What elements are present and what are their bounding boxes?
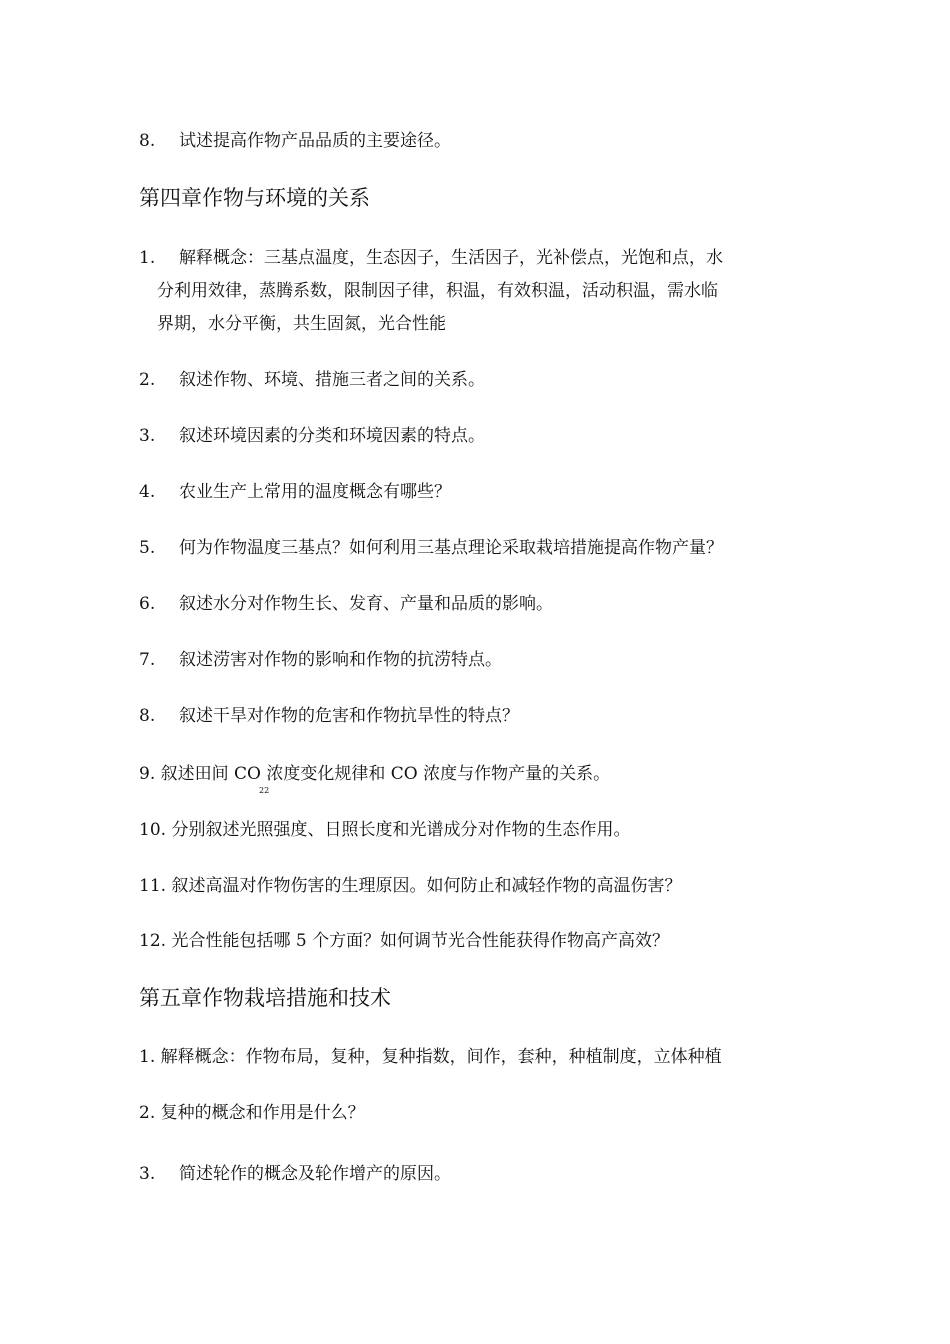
question-number: 7. [139,650,156,670]
ch5-question-3 [139,1164,451,1184]
question-number: 3. [139,1164,156,1184]
question-text: 农业生产上常用的温度概念有哪些？ [179,482,451,502]
ch4-question-8 [139,706,519,726]
question-number: 2. [139,370,156,390]
ch4-question-1-continuation: 分利用效律，蒸腾系数，限制因子律，积温，有效积温，活动积温，需水临 [157,281,718,301]
ch4-question-10: 10. 分别叙述光照强度、日照长度和光谱成分对作物的生态作用。 [139,820,631,840]
ch4-question-2 [139,370,485,390]
chapter-5-heading: 第五章作物栽培措施和技术 [139,986,391,1010]
question-text: 解释概念：三基点温度，生态因子，生活因子，光补偿点，光饱和点，水 [179,248,723,268]
ch4-question-7 [139,650,502,670]
ch4-question-4 [139,482,451,502]
question-8-prev-chapter [139,131,451,151]
question-text: 叙述干旱对作物的危害和作物抗旱性的特点？ [179,706,519,726]
ch4-question-9: 9. 叙述田间 CO 浓度变化规律和 CO 浓度与作物产量的关系。 [139,764,611,784]
question-text: 叙述作物、环境、措施三者之间的关系。 [179,370,485,390]
ch4-question-12: 12. 光合性能包括哪 5 个方面？如何调节光合性能获得作物高产高效？ [139,931,670,951]
question-number: 8. [139,706,156,726]
ch5-question-2: 2. 复种的概念和作用是什么？ [139,1103,365,1123]
ch4-question-3 [139,426,485,446]
ch4-question-5 [139,538,723,558]
question-text: 简述轮作的概念及轮作增产的原因。 [179,1164,451,1184]
question-text: 何为作物温度三基点？如何利用三基点理论采取栽培措施提高作物产量？ [179,538,723,558]
chapter-4-heading: 第四章作物与环境的关系 [139,186,370,210]
question-number: 3. [139,426,156,446]
question-number: 6. [139,594,156,614]
ch5-question-1: 1. 解释概念：作物布局，复种，复种指数，间作，套种，种植制度，立体种植 [139,1047,722,1067]
question-text: 叙述水分对作物生长、发育、产量和品质的影响。 [179,594,553,614]
question-number: 1. [139,248,156,268]
question-text: 叙述环境因素的分类和环境因素的特点。 [179,426,485,446]
question-number: 8. [139,131,156,151]
question-number: 4. [139,482,156,502]
question-text: 试述提高作物产品品质的主要途径。 [179,131,451,151]
ch4-question-1-continuation: 界期，水分平衡，共生固氮，光合性能 [157,314,446,334]
subscript-label: 22 [259,786,270,795]
ch4-question-6 [139,594,553,614]
ch4-question-11: 11. 叙述高温对作物伤害的生理原因。如何防止和减轻作物的高温伤害？ [139,876,682,896]
question-number: 5. [139,538,156,558]
ch4-question-1 [139,248,723,268]
question-text: 叙述涝害对作物的影响和作物的抗涝特点。 [179,650,502,670]
